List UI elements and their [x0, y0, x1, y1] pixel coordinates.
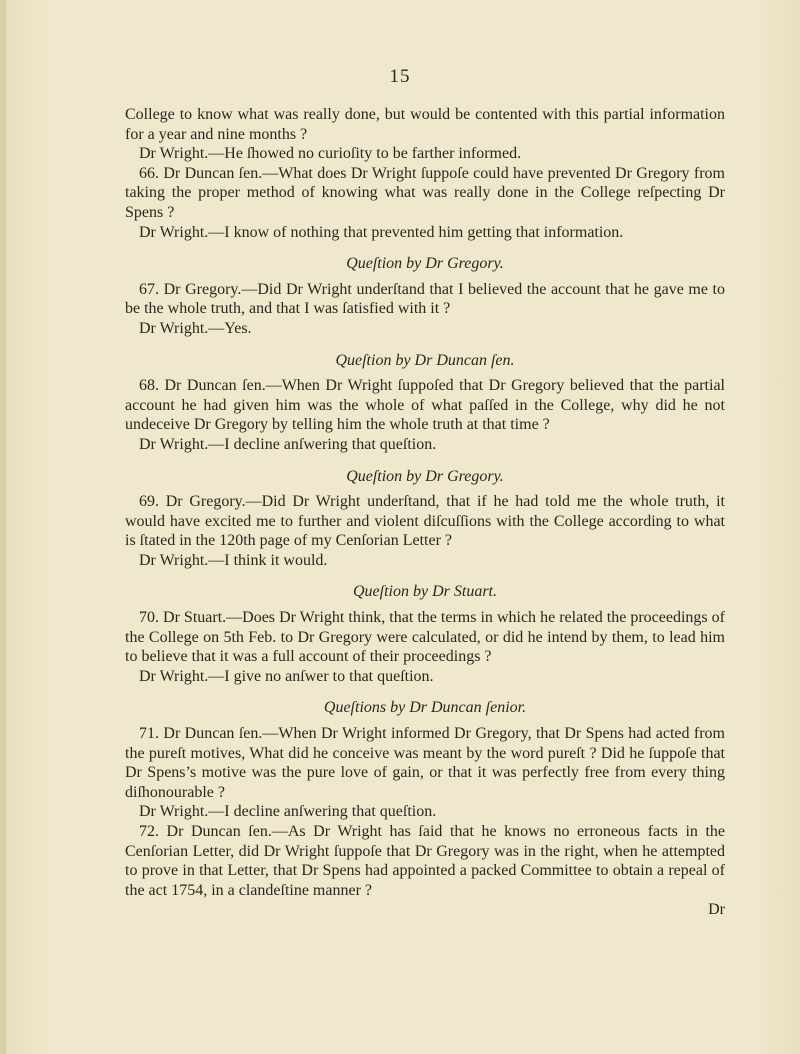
question-paragraph: 67. Dr Gregory.—Did Dr Wright underſtand that I believed the account that he gave me to be the whole truth, and that I was ſatisfied with it ?: [125, 280, 725, 318]
page-number: 15: [389, 66, 411, 87]
question-heading: Queſtion by Dr Duncan ſen.: [335, 351, 515, 369]
question-paragraph: 70. Dr Stuart.—Does Dr Wright think, that the terms in which he related the proceedings of the College on 5th Feb. to Dr Gregory were calculated, or did he intend by them, to lead him to believe that it was a full account of their proceedings ?: [125, 609, 725, 666]
answer-paragraph: Dr Wright.—I decline anſwering that queſtion.: [139, 435, 437, 453]
question-paragraph: 72. Dr Duncan ſen.—As Dr Wright has ſaid that he knows no erroneous facts in the Cenſorian Letter, did Dr Wright ſuppoſe that Dr Gregory was in the right, when he attempted to prove in that Letter, that Dr Spens had appointed a packed Committee to obtain a repeal of the act 1754, in a clandeſtine manner ?: [125, 823, 725, 899]
answer-paragraph: Dr Wright.—I know of nothing that prevented him getting that information.: [139, 223, 624, 241]
question-paragraph: 68. Dr Duncan ſen.—When Dr Wright ſuppoſed that Dr Gregory believed that the partial account he had given him was the whole of what paſſed in the College, why did he not undeceive Dr Gregory by telling him the whole truth at that time ?: [125, 377, 725, 434]
catchword: Dr: [708, 901, 725, 919]
answer-paragraph: Dr Wright.—I give no anſwer to that queſtion.: [139, 667, 434, 685]
question-heading: Queſtion by Dr Gregory.: [346, 255, 504, 273]
answer-paragraph: Dr Wright.—I think it would.: [139, 551, 328, 569]
answer-paragraph: Dr Wright.—He ſhowed no curioſity to be farther informed.: [139, 145, 522, 163]
page-edge: [0, 0, 6, 1054]
answer-paragraph: Dr Wright.—I decline anſwering that queſtion.: [139, 803, 437, 821]
question-heading: Queſtion by Dr Gregory.: [346, 467, 504, 485]
answer-paragraph: Dr Wright.—Yes.: [139, 319, 252, 337]
question-paragraph: 66. Dr Duncan ſen.—What does Dr Wright ſuppoſe could have prevented Dr Gregory from taking the proper method of knowing what was really done in the College reſpecting Dr Spens ?: [125, 164, 725, 221]
question-paragraph: 69. Dr Gregory.—Did Dr Wright underſtand, that if he had told me the whole truth, it would have excited me to further and violent diſcuſſions with the College according to what is ſtated in the 120th page of my Cenſorian Letter ?: [125, 493, 725, 550]
question-heading: Queſtions by Dr Duncan ſenior.: [323, 699, 527, 717]
question-heading: Queſtion by Dr Stuart.: [353, 583, 497, 601]
question-paragraph: 71. Dr Duncan ſen.—When Dr Wright informed Dr Gregory, that Dr Spens had acted from the pureſt motives, What did he conceive was meant by the word pureſt ? Did he ſuppoſe that Dr Spens’s motive was the pure love of gain, or that it was perfectly free from every thing diſhonourable ?: [125, 725, 725, 801]
question-paragraph: College to know what was really done, but would be contented with this partial information for a year and nine months ?: [125, 106, 725, 143]
page-text-body: [125, 105, 725, 920]
